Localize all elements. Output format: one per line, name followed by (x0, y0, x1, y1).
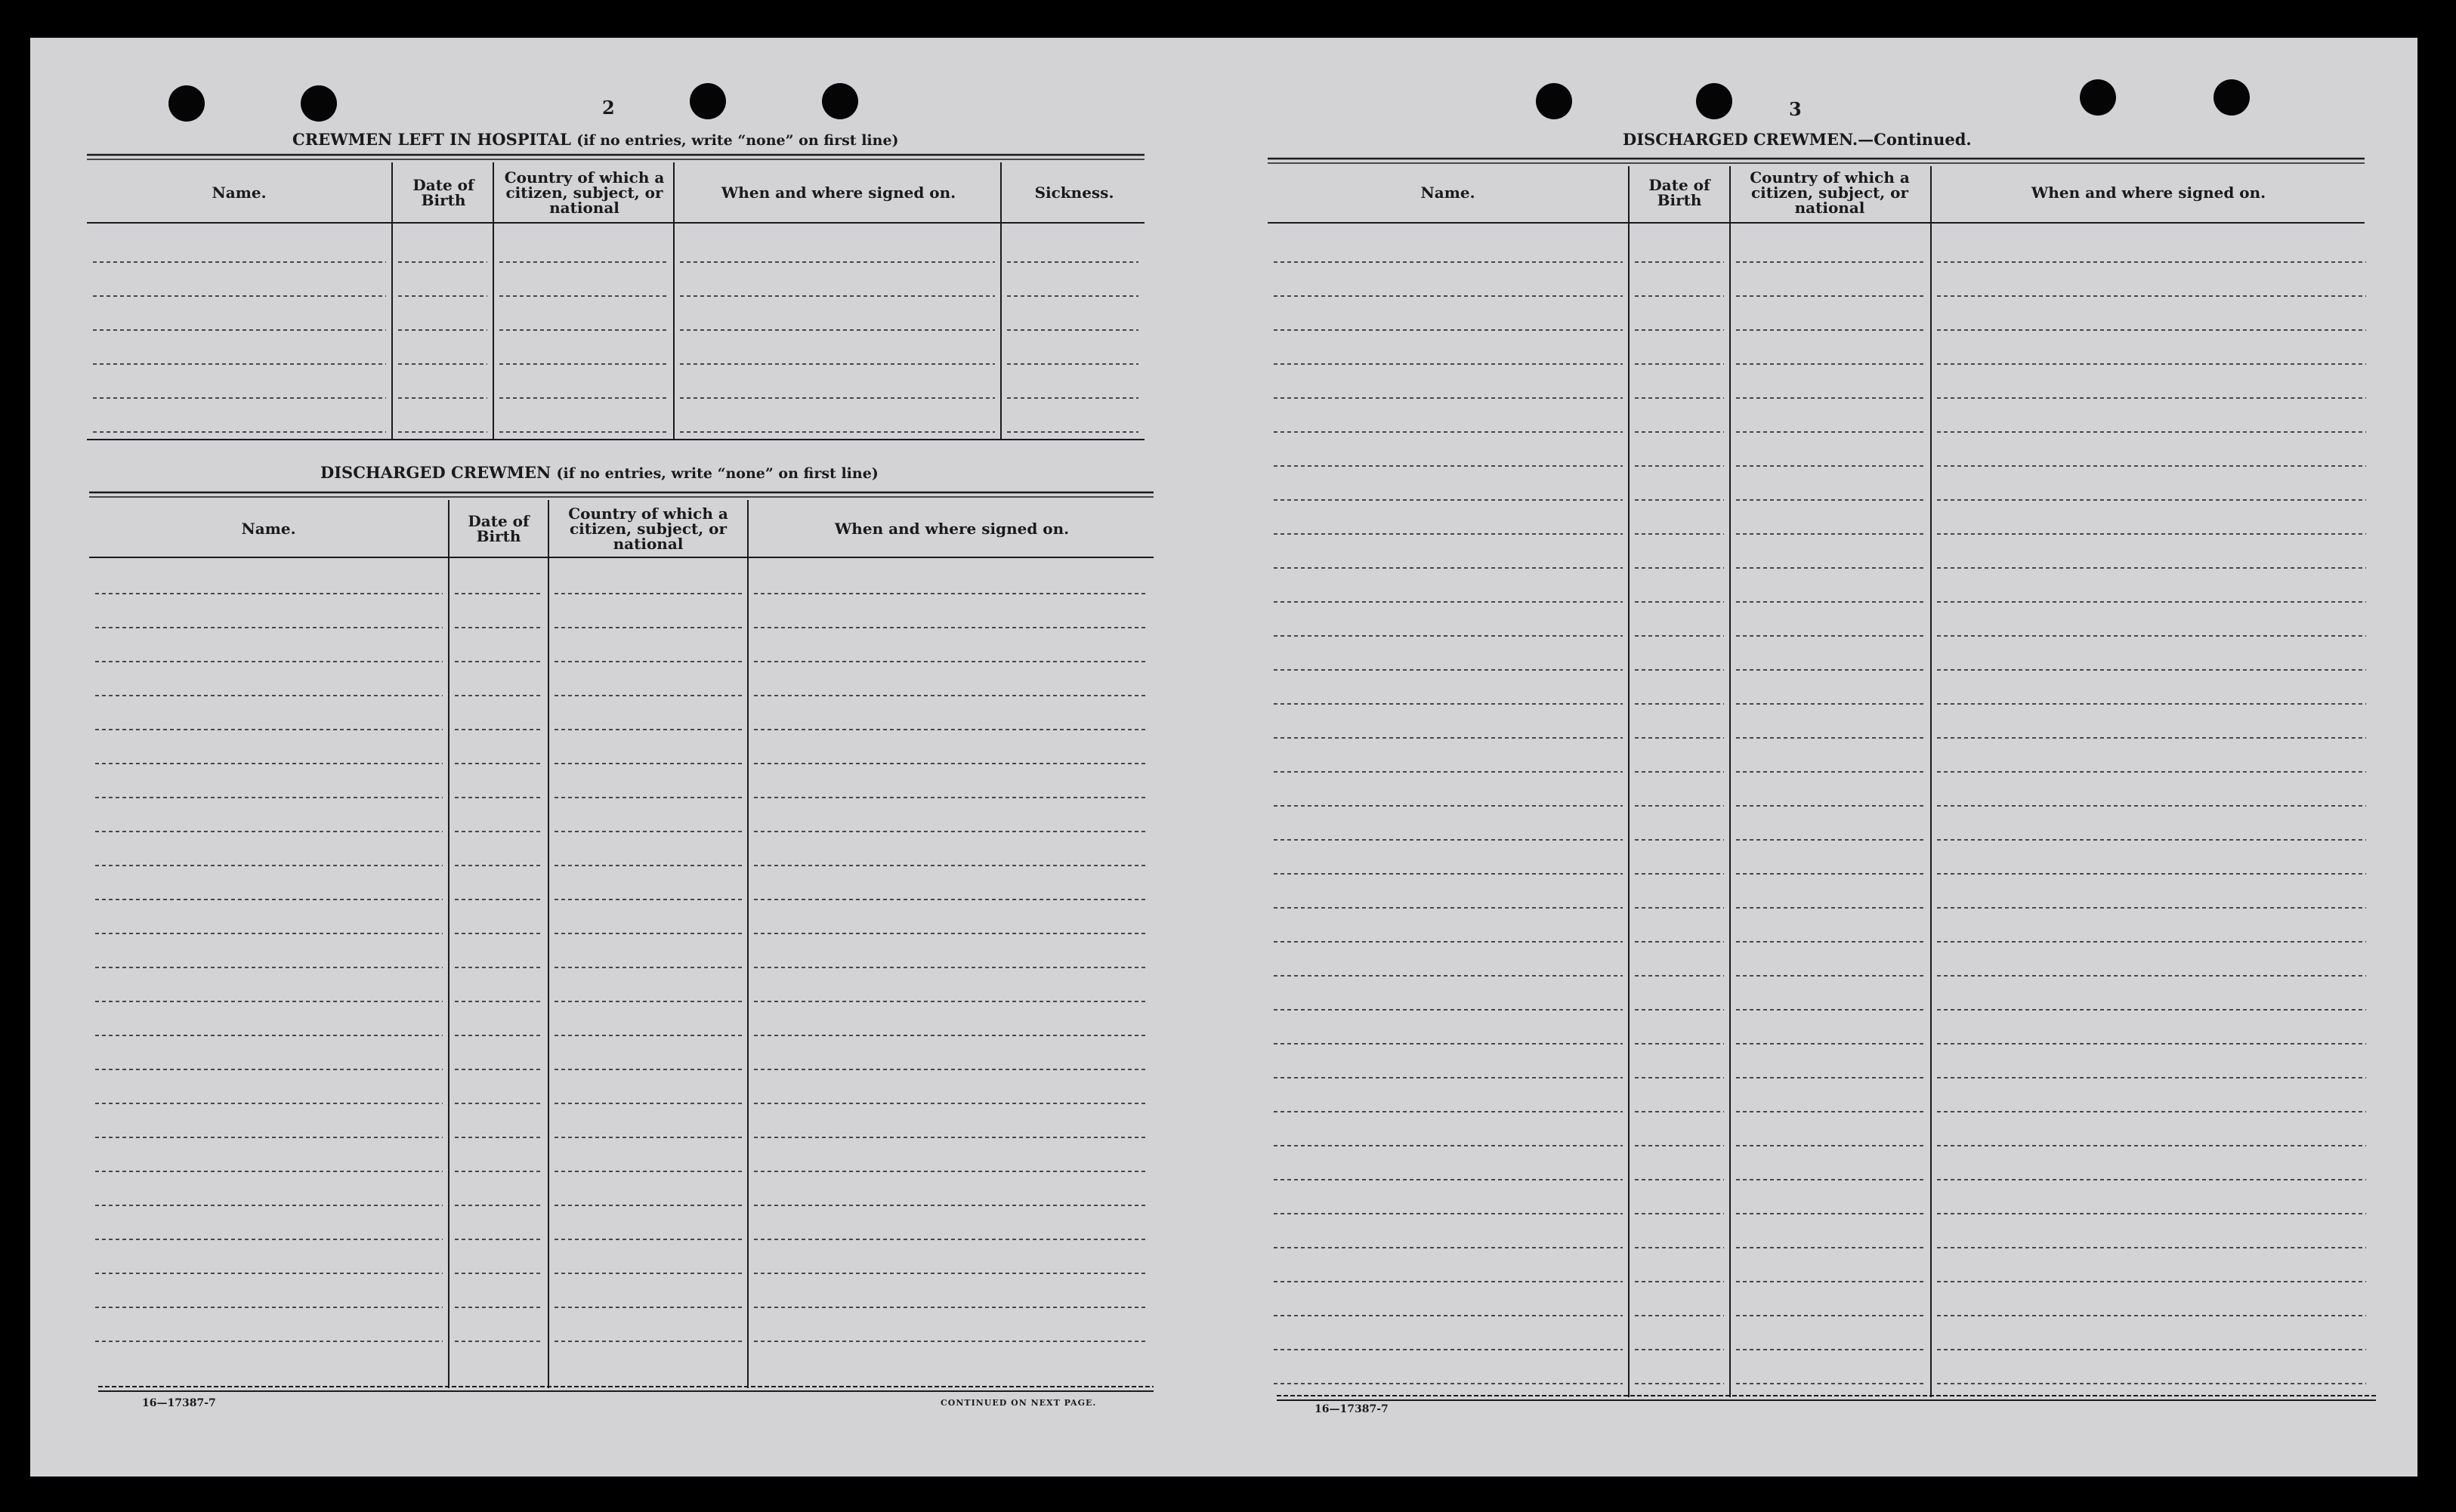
continued-header-country: Country of which a citizen, subject, or national (1750, 168, 1910, 217)
hospital-title-note: (if no entries, write “none” on first line) (576, 132, 899, 149)
hospital-header-name: Name. (212, 184, 267, 202)
discharged-title-text: DISCHARGED CREWMEN (320, 463, 551, 482)
page-number-right: 3 (1789, 98, 1802, 120)
hospital-header-sickness: Sickness. (1034, 184, 1114, 202)
hospital-header-dob: Date of Birth (412, 176, 474, 209)
form-number-left: 16—17387-7 (142, 1397, 216, 1409)
discharged-header-name: Name. (241, 520, 296, 538)
discharged-title-note: (if no entries, write “none” on first line) (556, 465, 879, 482)
continued-section-title: DISCHARGED CREWMEN.—Continued. (1623, 130, 1972, 149)
continued-header-dob: Date of Birth (1648, 176, 1710, 209)
discharged-header-signed-on: When and where signed on. (834, 520, 1070, 538)
continued-header-name: Name. (1420, 184, 1475, 202)
form-rules (30, 38, 2417, 1477)
page-number-left: 2 (602, 97, 615, 119)
continued-note: CONTINUED ON NEXT PAGE. (941, 1398, 1097, 1408)
discharged-header-country: Country of which a citizen, subject, or national (568, 505, 728, 553)
continued-header-signed-on: When and where signed on. (2031, 184, 2266, 202)
form-number-right: 16—17387-7 (1315, 1403, 1389, 1415)
discharged-header-dob: Date of Birth (468, 512, 530, 545)
discharged-section-title (320, 463, 879, 482)
hospital-header-country: Country of which a citizen, subject, or national (504, 168, 665, 217)
hospital-title-text: CREWMEN LEFT IN HOSPITAL (292, 130, 571, 149)
hospital-header-signed-on: When and where signed on. (721, 184, 956, 202)
hospital-section-title (292, 130, 899, 149)
form-sheet (30, 38, 2417, 1477)
